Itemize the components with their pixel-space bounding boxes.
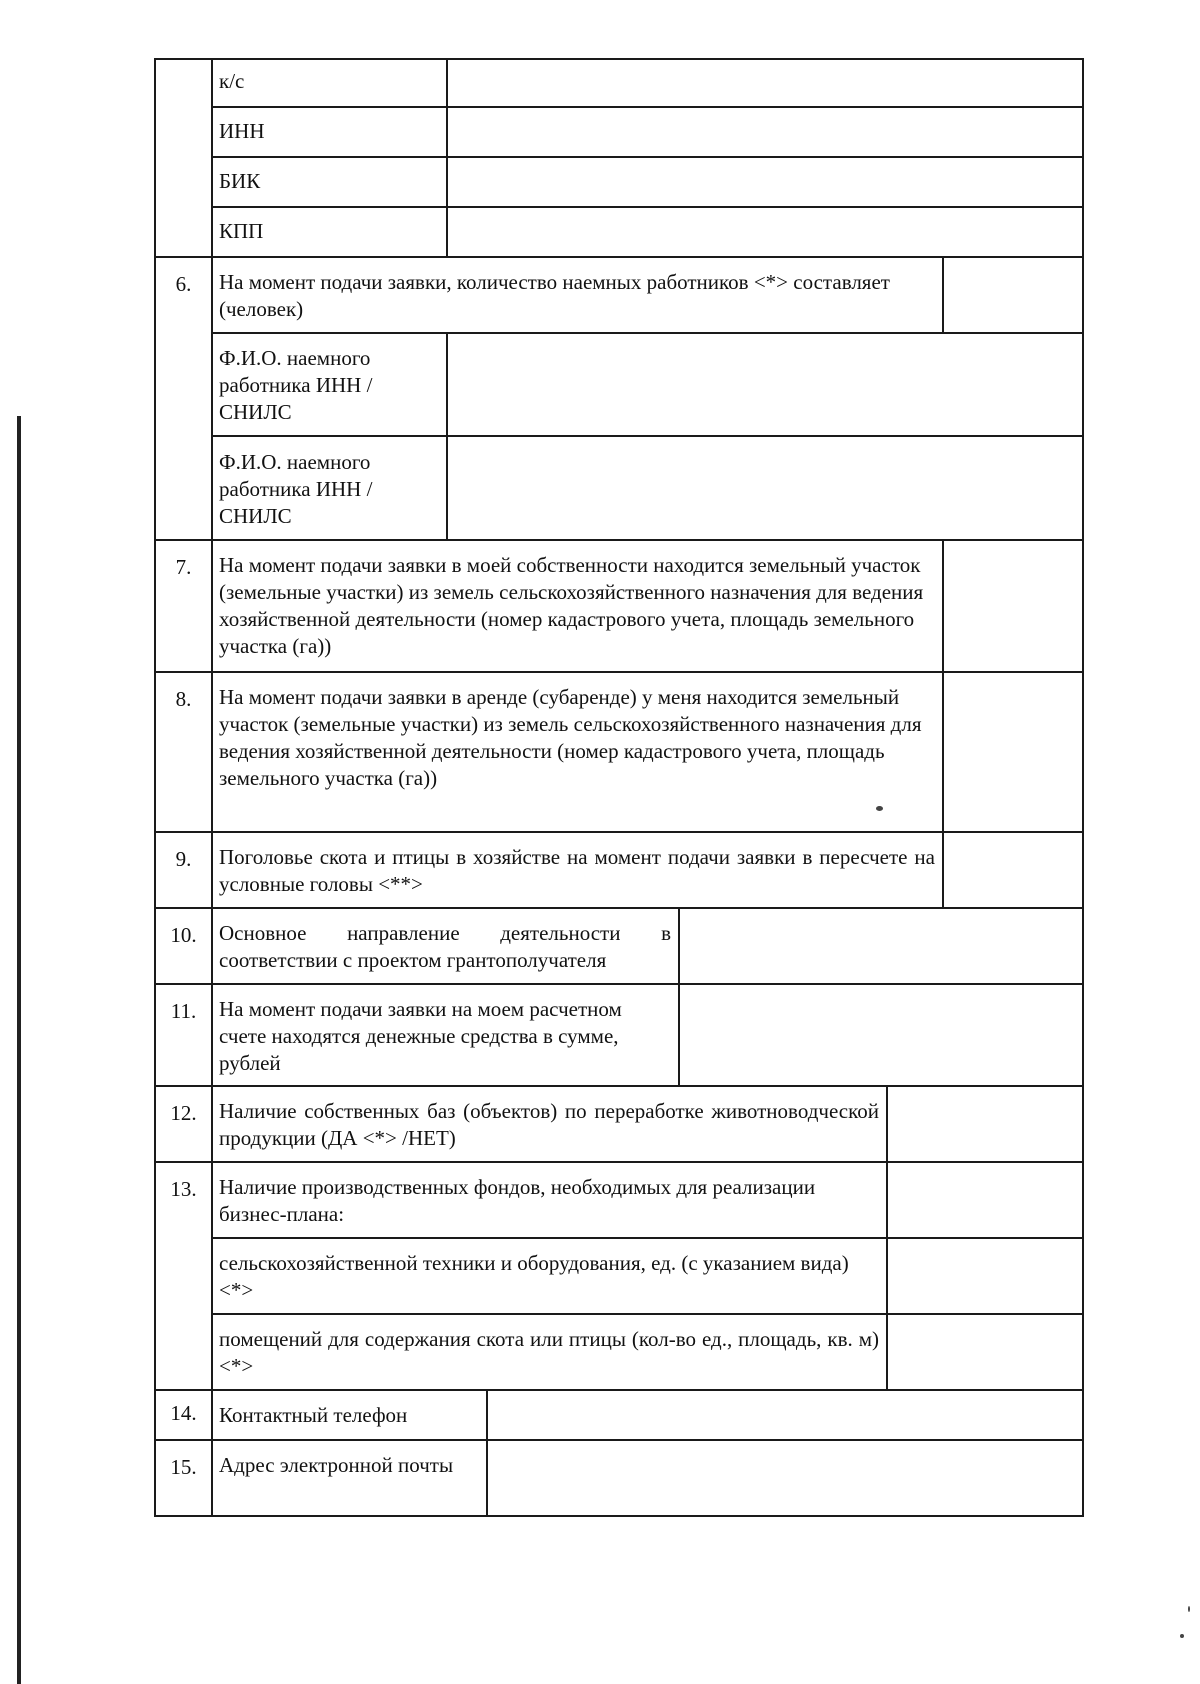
bank-label-ks: к/с	[219, 69, 245, 93]
row-6-number: 6.	[175, 272, 192, 296]
row-9-number: 9.	[175, 847, 192, 871]
row-14-phone-field[interactable]	[488, 1391, 1082, 1439]
row-11-number: 11.	[170, 999, 197, 1023]
row-15-question: Адрес электронной почты	[219, 1453, 454, 1477]
row-12-answer[interactable]	[888, 1087, 1082, 1161]
row-7-question: На момент подачи заявки в моей собственности находится земельный участок (земельные участки) из земель сельскохозяйственного назначения для ведения хозяйственной деятельности (номер кадастрового учета, площадь земельного участка (га))	[219, 553, 924, 658]
row-9-question: Поголовье скота и птицы в хозяйстве на момент подачи заявки в пересчете на условные головы <**>	[219, 845, 935, 896]
row-13-equipment-field[interactable]	[888, 1239, 1082, 1313]
row-divider	[154, 1085, 1084, 1087]
column-divider	[942, 539, 944, 907]
bank-label-inn: ИНН	[219, 119, 265, 143]
row-7-answer[interactable]	[944, 541, 1082, 671]
row-14-question: Контактный телефон	[219, 1403, 408, 1427]
row-divider	[154, 671, 1084, 673]
row-11-answer[interactable]	[680, 985, 1082, 1085]
row-13-premises-field[interactable]	[888, 1315, 1082, 1389]
row-divider	[154, 1389, 1084, 1391]
row-6-worker-1-label: Ф.И.О. наемного работника ИНН / СНИЛС	[219, 346, 373, 424]
row-13-question: Наличие производственных фондов, необходимых для реализации бизнес-плана:	[219, 1175, 816, 1226]
row-15-number: 15.	[170, 1455, 197, 1479]
row-13-answer[interactable]	[888, 1163, 1082, 1237]
bank-label-bik: БИК	[219, 169, 261, 193]
row-divider	[154, 1515, 1084, 1517]
bank-kpp-field[interactable]	[448, 208, 1082, 256]
row-6-question: На момент подачи заявки, количество наемных работников <*> составляет (человек)	[219, 270, 890, 321]
row-divider	[154, 256, 1084, 258]
row-14-number: 14.	[170, 1401, 197, 1425]
bank-ks-field[interactable]	[448, 58, 1082, 106]
column-divider	[486, 1389, 488, 1515]
row-divider	[154, 907, 1084, 909]
row-divider	[211, 156, 1084, 158]
scan-speck	[1188, 1606, 1190, 1612]
table-border-left	[154, 58, 156, 1516]
number-column-divider	[211, 58, 213, 1516]
row-9-answer[interactable]	[944, 833, 1082, 907]
bank-label-kpp: КПП	[219, 219, 264, 243]
row-10-number: 10.	[170, 923, 197, 947]
column-divider	[446, 58, 448, 256]
row-11-question: На момент подачи заявки на моем расчетном счете находятся денежные средства в сумме, рублей	[219, 997, 622, 1075]
row-7-number: 7.	[175, 555, 192, 579]
scan-speck	[876, 806, 883, 811]
row-6-worker-2-field[interactable]	[448, 437, 1082, 539]
row-8-number: 8.	[175, 687, 192, 711]
row-6-worker-1-field[interactable]	[448, 334, 1082, 434]
column-divider	[886, 1085, 888, 1389]
column-divider	[942, 256, 944, 332]
row-12-number: 12.	[170, 1101, 197, 1125]
row-10-answer[interactable]	[680, 909, 1082, 983]
row-6-worker-2-label: Ф.И.О. наемного работника ИНН / СНИЛС	[219, 450, 373, 528]
row-6-answer[interactable]	[944, 258, 1082, 332]
column-divider	[678, 907, 680, 1085]
row-divider	[211, 1237, 1084, 1239]
row-divider	[154, 58, 1084, 60]
bank-inn-field[interactable]	[448, 108, 1082, 156]
row-divider	[211, 1313, 1084, 1315]
row-10-question: Основное направление деятельности в соответствии с проектом грантополучателя	[219, 921, 671, 972]
scan-binding-edge	[17, 416, 21, 1684]
row-13-number: 13.	[170, 1177, 197, 1201]
column-divider	[446, 332, 448, 539]
row-13-equipment-label: сельскохозяйственной техники и оборудования, ед. (с указанием вида) <*>	[219, 1251, 849, 1302]
row-divider	[211, 332, 1084, 334]
row-8-answer[interactable]	[944, 673, 1082, 831]
row-divider	[154, 539, 1084, 541]
row-divider	[154, 1439, 1084, 1441]
scan-speck	[1180, 1634, 1184, 1638]
bank-bik-field[interactable]	[448, 158, 1082, 206]
row-13-premises-label: помещений для содержания скота или птицы (кол-во ед., площадь, кв. м) <*>	[219, 1327, 879, 1378]
table-border-right	[1082, 58, 1084, 1516]
row-divider	[211, 206, 1084, 208]
row-12-question: Наличие собственных баз (объектов) по переработке животноводческой продукции (ДА <*> /НЕТ)	[219, 1099, 879, 1150]
row-divider	[154, 831, 1084, 833]
row-divider	[211, 106, 1084, 108]
row-15-email-field[interactable]	[488, 1441, 1082, 1515]
row-divider	[154, 1161, 1084, 1163]
row-8-question: На момент подачи заявки в аренде (субаренде) у меня находится земельный участок (земельные участки) из земель сельскохозяйственного назначения для ведения хозяйственной деятельности (номер кадастрового учета, площадь земельного участка (га))	[219, 685, 922, 790]
row-divider	[154, 983, 1084, 985]
row-divider	[211, 435, 1084, 437]
